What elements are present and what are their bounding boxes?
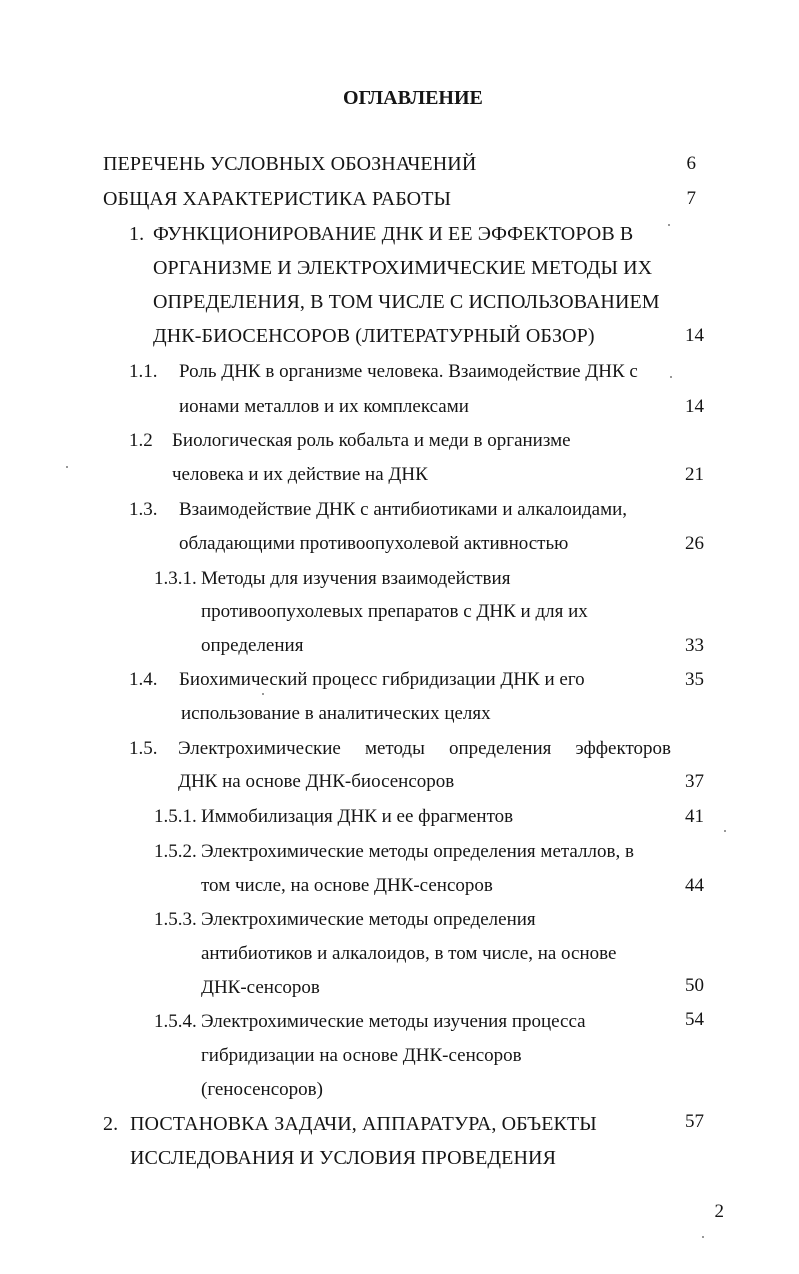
toc-num-1-5-1: 1.5.1. (154, 806, 197, 827)
toc-entry-1-1-line2[interactable]: ионами металлов и их комплексами (179, 396, 469, 417)
scan-speck (262, 693, 264, 695)
scan-speck (702, 1236, 704, 1238)
toc-entry-1-5-3-line2[interactable]: антибиотиков и алкалоидов, в том числе, на основе (201, 943, 617, 964)
toc-num-1-2: 1.2 (129, 430, 153, 451)
toc-num-ch1: 1. (129, 223, 145, 245)
toc-entry-1-5-1-line1[interactable]: Иммобилизация ДНК и ее фрагментов (201, 806, 514, 827)
toc-page-1-3: 26 (685, 533, 704, 554)
toc-page-1-1: 14 (685, 396, 704, 417)
toc-entry-1-2-line1[interactable]: Биологическая роль кобальта и меди в организме (172, 430, 571, 451)
toc-entry-ch1-line3[interactable]: ОПРЕДЕЛЕНИЯ, В ТОМ ЧИСЛЕ С ИСПОЛЬЗОВАНИЕМ (153, 291, 660, 313)
toc-entry-1-5-word: Электрохимические (178, 738, 341, 759)
toc-page-abbreviations: 6 (686, 153, 696, 174)
toc-page-1-3-1: 33 (685, 635, 704, 656)
page-title: ОГЛАВЛЕНИЕ (343, 87, 483, 109)
toc-entry-ch1-line1[interactable]: ФУНКЦИОНИРОВАНИЕ ДНК И ЕЕ ЭФФЕКТОРОВ В (153, 223, 634, 245)
toc-num-1-5: 1.5. (129, 738, 158, 759)
scan-speck (724, 830, 726, 832)
toc-entry-1-2-line2[interactable]: человека и их действие на ДНК (172, 464, 428, 485)
toc-entry-1-5-2-line2[interactable]: том числе, на основе ДНК-сенсоров (201, 875, 493, 896)
toc-num-1-5-2: 1.5.2. (154, 841, 197, 862)
toc-entry-1-4-line2[interactable]: использование в аналитических целях (181, 703, 491, 724)
toc-entry-1-5-word: эффекторов (575, 738, 671, 759)
scan-speck (668, 224, 670, 226)
toc-page-1-4: 35 (685, 669, 704, 690)
scan-speck (66, 466, 68, 468)
toc-num-1-3: 1.3. (129, 499, 158, 520)
toc-page-1-5-4: 54 (685, 1009, 704, 1030)
toc-num-1-5-3: 1.5.3. (154, 909, 197, 930)
toc-entry-1-5-line1[interactable] (178, 737, 671, 761)
toc-entry-1-1-line1[interactable]: Роль ДНК в организме человека. Взаимодействие ДНК с (179, 361, 638, 382)
toc-entry-1-5-3-line3[interactable]: ДНК-сенсоров (201, 977, 320, 998)
page-number: 2 (714, 1201, 724, 1222)
toc-entry-ch2-line1[interactable]: ПОСТАНОВКА ЗАДАЧИ, АППАРАТУРА, ОБЪЕКТЫ (130, 1113, 597, 1135)
toc-page-1-5-3: 50 (685, 975, 704, 996)
toc-num-ch2: 2. (103, 1113, 119, 1135)
toc-entry-1-3-1-line3[interactable]: определения (201, 635, 304, 656)
toc-entry-abbreviations[interactable]: ПЕРЕЧЕНЬ УСЛОВНЫХ ОБОЗНАЧЕНИЙ (103, 153, 477, 175)
toc-entry-1-3-1-line2[interactable]: противоопухолевых препаратов с ДНК и для их (201, 601, 588, 622)
toc-page-1-5: 37 (685, 771, 704, 792)
toc-entry-ch1-line2[interactable]: ОРГАНИЗМЕ И ЭЛЕКТРОХИМИЧЕСКИЕ МЕТОДЫ ИХ (153, 257, 653, 279)
toc-num-1-1: 1.1. (129, 361, 158, 382)
toc-num-1-5-4: 1.5.4. (154, 1011, 197, 1032)
toc-entry-1-5-word: определения (448, 738, 552, 759)
toc-page-ch2: 57 (685, 1111, 704, 1132)
toc-entry-1-3-line2[interactable]: обладающими противоопухолевой активностью (179, 533, 569, 554)
toc-entry-1-3-1-line1[interactable]: Методы для изучения взаимодействия (201, 568, 511, 589)
toc-entry-1-5-4-line3[interactable]: (геносенсоров) (201, 1079, 323, 1100)
toc-page-general: 7 (686, 188, 696, 209)
toc-page-1-5-2: 44 (685, 875, 704, 896)
toc-entry-ch1-line4[interactable]: ДНК-БИОСЕНСОРОВ (ЛИТЕРАТУРНЫЙ ОБЗОР) (153, 325, 595, 347)
toc-num-1-3-1: 1.3.1. (154, 568, 197, 589)
toc-entry-1-5-line2[interactable]: ДНК на основе ДНК-биосенсоров (178, 771, 455, 792)
scan-speck (670, 376, 672, 378)
toc-entry-1-5-3-line1[interactable]: Электрохимические методы определения (201, 909, 536, 930)
toc-num-1-4: 1.4. (129, 669, 158, 690)
toc-entry-1-5-word: методы (364, 738, 425, 759)
toc-entry-1-4-line1[interactable]: Биохимический процесс гибридизации ДНК и его (179, 669, 585, 690)
toc-page-1-5-1: 41 (685, 806, 704, 827)
toc-page-ch1: 14 (685, 325, 704, 346)
toc-entry-general[interactable]: ОБЩАЯ ХАРАКТЕРИСТИКА РАБОТЫ (103, 188, 452, 210)
toc-entry-1-5-2-line1[interactable]: Электрохимические методы определения металлов, в (201, 841, 634, 862)
toc-entry-1-5-4-line1[interactable]: Электрохимические методы изучения процесса (201, 1011, 586, 1032)
toc-page-1-2: 21 (685, 464, 704, 485)
toc-entry-ch2-line2[interactable]: ИССЛЕДОВАНИЯ И УСЛОВИЯ ПРОВЕДЕНИЯ (130, 1147, 557, 1169)
toc-entry-1-3-line1[interactable]: Взаимодействие ДНК с антибиотиками и алкалоидами, (179, 499, 628, 520)
toc-entry-1-5-4-line2[interactable]: гибридизации на основе ДНК-сенсоров (201, 1045, 522, 1066)
